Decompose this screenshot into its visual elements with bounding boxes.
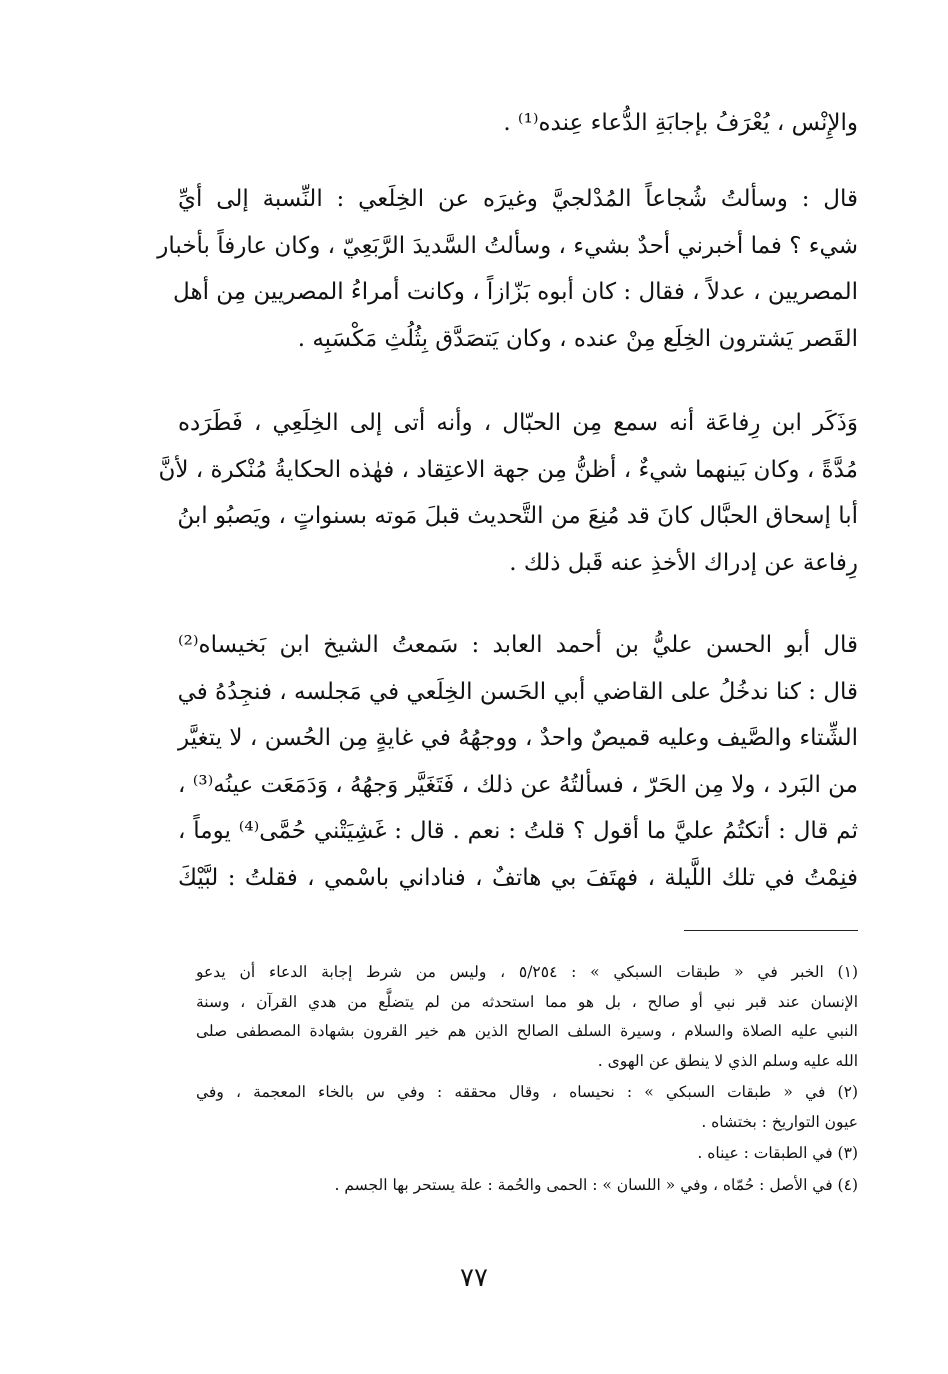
footnote-1 [196, 958, 858, 1076]
text-line: المصريين ، عدلاً ، فقال : كان أبوه بَزّازاً ، وكانت أمراءُ المصريين مِن أهل [173, 279, 858, 306]
text-line: مُدَّةً ، وكان بَينهما شيءٌ ، أظنُّ مِن جهة الاعتِقاد ، فهٰذه الحكايةُ مُنْكرة ، لأنَّ [158, 456, 858, 483]
footnote-line: الإنسان عند قبر نبي أو صالح ، بل هو مما استحدثه من لم يتضلَّع من هدي القرآن ، وسنة [196, 992, 858, 1011]
text-line: رِفاعة عن إدراك الأخذِ عنه قَبل ذلك . [509, 549, 858, 576]
paragraph-2 [157, 176, 858, 362]
text-line: والإِنْس ، يُعْرَفُ بإجابَةِ الدُّعاء عِنده⁽¹⁾ . [503, 110, 858, 136]
paragraph-4 [178, 622, 858, 902]
page-number: ٧٧ [460, 1263, 488, 1293]
text-line: قال : كنا ندخُلُ على القاضي أبي الحَسن الخِلَعي في مَجلسه ، فنجِدُهُ في [177, 678, 858, 705]
footnote-line: (٢) في « طبقات السبكي » : نحيساه ، وقال محققه : وفي س بالخاء المعجمة ، وفي [196, 1083, 858, 1101]
footnote-line: (١) الخبر في « طبقات السبكي » : ٥/٢٥٤ ، وليس من شرط إجابة الدعاء أن يدعو [196, 963, 858, 981]
text-line: القَصر يَشترون الخِلَع مِنْ عنده ، وكان يَتصَدَّق بِثُلُثِ مَكْسَبِه . [297, 325, 858, 352]
paragraph-3 [158, 400, 858, 586]
footnote-line: النبي عليه الصلاة والسلام ، وسيرة السلف الصالح الذين هم خير القرون بشهادة المصطفى صلى [196, 1022, 858, 1040]
text-line: أبا إسحاق الحبَّال كانَ قد مُنِعَ من التَّحديث قبلَ مَوته بسنواتٍ ، ويَصبُو ابنُ [177, 503, 858, 530]
footnote-3 [196, 1139, 858, 1169]
text-line: من البَرد ، ولا مِن الحَرّ ، فسألتُهُ عن ذلك ، فَتَغَيَّر وَجهُهُ ، وَدَمَعَت عينُه⁽³⁾ ، [178, 771, 859, 798]
text-line: ثم قال : أتكتُمُ عليَّ ما أقول ؟ قلتُ : نعم . قال : غَشِيَتْني حُمَّى⁽⁴⁾ يوماً ، [178, 818, 858, 845]
text-line: شيء ؟ فما أخبرني أحدٌ بشيء ، وسألتُ السَّديدَ الرَّبَعِيّ ، وكان عارفاً بأخبار [157, 232, 858, 259]
paragraph-1 [178, 100, 858, 147]
footnote-line: (٤) في الأصل : حُمّاه ، وفي « اللسان » : الحمى والحُمة : علة يستحر بها الجسم . [334, 1175, 858, 1194]
footnote-4 [196, 1171, 858, 1201]
footnote-line: الله عليه وسلم الذي لا ينطق عن الهوى . [597, 1051, 858, 1070]
text-line: فنِمْتُ في تلك اللَّيلة ، فهتَفَ بي هاتفٌ ، فناداني باسْمي ، فقلتُ : لبَّيْكَ [178, 864, 858, 891]
text-line: الشِّتاء والصَّيف وعليه قميصٌ واحدٌ ، ووجهُهُ في غايةٍ مِن الحُسن ، لا يتغيَّر [178, 725, 858, 752]
footnote-line: (٣) في الطبقات : عيناه . [697, 1144, 858, 1162]
footnotes [196, 958, 858, 1202]
text-line: قال : وسألتُ شُجاعاً المُدْلجيَّ وغيرَه عن الخِلَعي : النِّسبة إلى أيِّ [178, 186, 858, 212]
footnote-divider [684, 930, 858, 931]
text-line: وَذَكَر ابن رِفاعَة أنه سمع مِن الحبّال ، وأنه أتى إلى الخِلَعِي ، فَطَرَده [178, 410, 858, 436]
text-line: قال أبو الحسن عليُّ بن أحمد العابد : سَمعتُ الشيخ ابن بَخيساه⁽²⁾ [178, 632, 858, 658]
footnote-line: عيون التواريخ : بختشاه . [701, 1112, 858, 1131]
footnote-2 [196, 1078, 858, 1137]
